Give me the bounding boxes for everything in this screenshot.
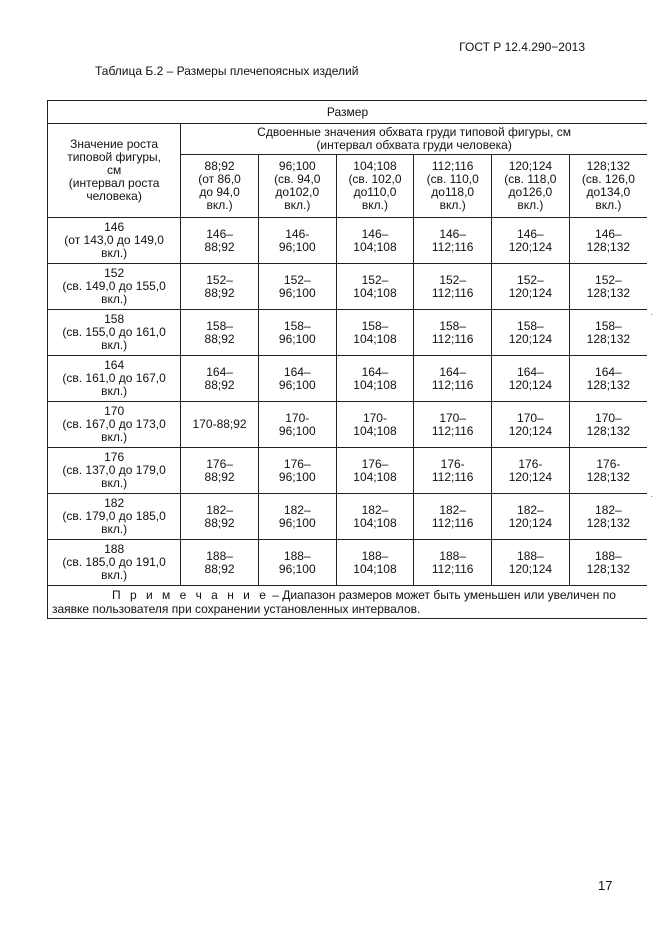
size-cell: 188– 112;116: [414, 540, 492, 586]
height-cell: 176 (св. 137,0 до 179,0 вкл.): [48, 448, 181, 494]
size-cell: 146– 104;108: [336, 218, 414, 264]
size-cell: 146– 128;132: [569, 218, 647, 264]
size-cell: 188– 128;132: [569, 540, 647, 586]
size-cell: 164– 128;132: [569, 356, 647, 402]
scan-artifact-dot: ·: [650, 491, 654, 502]
table-title: Таблица Б.2 – Размеры плечепоясных изделий: [95, 64, 359, 78]
sizes-table: [47, 100, 647, 619]
chest-column-header: 96;100 (св. 94,0 до102,0 вкл.): [258, 155, 336, 218]
chest-column-header: 120;124 (св. 118,0 до126,0 вкл.): [492, 155, 570, 218]
size-cell: 158– 88;92: [181, 310, 259, 356]
size-cell: 158– 112;116: [414, 310, 492, 356]
note-text: – Диапазон размеров может быть уменьшен или увеличен по заявке пользователя при сохранении установленных интервалов.: [52, 588, 616, 616]
size-cell: 188– 96;100: [258, 540, 336, 586]
size-cell: 182– 96;100: [258, 494, 336, 540]
size-cell: 164– 104;108: [336, 356, 414, 402]
height-column-header: Значение роста типовой фигуры, см (интервал роста человека): [48, 124, 181, 218]
size-cell: 182– 120;124: [492, 494, 570, 540]
note-label: П р и м е ч а н и е: [112, 588, 269, 602]
height-cell: 146 (от 143,0 до 149,0 вкл.): [48, 218, 181, 264]
size-cell: 182– 104;108: [336, 494, 414, 540]
size-cell: 158– 120;124: [492, 310, 570, 356]
size-cell: 176– 104;108: [336, 448, 414, 494]
chest-column-header: 112;116 (св. 110,0 до118,0 вкл.): [414, 155, 492, 218]
size-cell: 170- 96;100: [258, 402, 336, 448]
size-cell: 152– 128;132: [569, 264, 647, 310]
size-cell: 188– 104;108: [336, 540, 414, 586]
height-cell: 182 (св. 179,0 до 185,0 вкл.): [48, 494, 181, 540]
table-note: [48, 586, 648, 619]
size-cell: 152– 104;108: [336, 264, 414, 310]
table-row: [48, 402, 648, 448]
size-cell: 176– 88;92: [181, 448, 259, 494]
size-cell: 170– 128;132: [569, 402, 647, 448]
size-cell: 188– 120;124: [492, 540, 570, 586]
size-cell: 164– 112;116: [414, 356, 492, 402]
table-row: [48, 448, 648, 494]
size-header: Размер: [48, 101, 648, 124]
size-cell: 170– 120;124: [492, 402, 570, 448]
size-cell: 182– 128;132: [569, 494, 647, 540]
table-row: [48, 494, 648, 540]
table-row: [48, 264, 648, 310]
size-cell: 176– 96;100: [258, 448, 336, 494]
size-cell: 158– 128;132: [569, 310, 647, 356]
size-cell: 152– 96;100: [258, 264, 336, 310]
size-cell: 152– 112;116: [414, 264, 492, 310]
size-cell: 146– 112;116: [414, 218, 492, 264]
size-cell: 146– 120;124: [492, 218, 570, 264]
chest-column-header: 128;132 (св. 126,0 до134,0 вкл.): [569, 155, 647, 218]
size-cell: 170– 112;116: [414, 402, 492, 448]
size-cell: 170-88;92: [181, 402, 259, 448]
size-cell: 176- 120;124: [492, 448, 570, 494]
height-cell: 152 (св. 149,0 до 155,0 вкл.): [48, 264, 181, 310]
size-cell: 176- 128;132: [569, 448, 647, 494]
scan-artifact-dot: ·: [650, 309, 654, 320]
height-cell: 158 (св. 155,0 до 161,0 вкл.): [48, 310, 181, 356]
size-cell: 158– 96;100: [258, 310, 336, 356]
size-cell: 170- 104;108: [336, 402, 414, 448]
page-number: 17: [598, 878, 613, 893]
height-cell: 170 (св. 167,0 до 173,0 вкл.): [48, 402, 181, 448]
table-row: [48, 218, 648, 264]
size-cell: 176- 112;116: [414, 448, 492, 494]
size-cell: 164– 96;100: [258, 356, 336, 402]
size-cell: 146- 96;100: [258, 218, 336, 264]
size-cell: 164– 88;92: [181, 356, 259, 402]
size-cell: 152– 88;92: [181, 264, 259, 310]
table-row: [48, 540, 648, 586]
size-cell: 188– 88;92: [181, 540, 259, 586]
chest-column-header: 88;92 (от 86,0 до 94,0 вкл.): [181, 155, 259, 218]
height-cell: 164 (св. 161,0 до 167,0 вкл.): [48, 356, 181, 402]
size-cell: 146– 88;92: [181, 218, 259, 264]
size-cell: 182– 112;116: [414, 494, 492, 540]
table-row: [48, 356, 648, 402]
size-cell: 182– 88;92: [181, 494, 259, 540]
document-standard-number: ГОСТ Р 12.4.290−2013: [459, 40, 585, 54]
size-cell: 152– 120;124: [492, 264, 570, 310]
table-row: [48, 310, 648, 356]
size-cell: 164– 120;124: [492, 356, 570, 402]
chest-column-header: 104;108 (св. 102,0 до110,0 вкл.): [336, 155, 414, 218]
height-cell: 188 (св. 185,0 до 191,0 вкл.): [48, 540, 181, 586]
size-cell: 158– 104;108: [336, 310, 414, 356]
chest-header: Сдвоенные значения обхвата груди типовой фигуры, см (интервал обхвата груди человека): [181, 124, 647, 155]
